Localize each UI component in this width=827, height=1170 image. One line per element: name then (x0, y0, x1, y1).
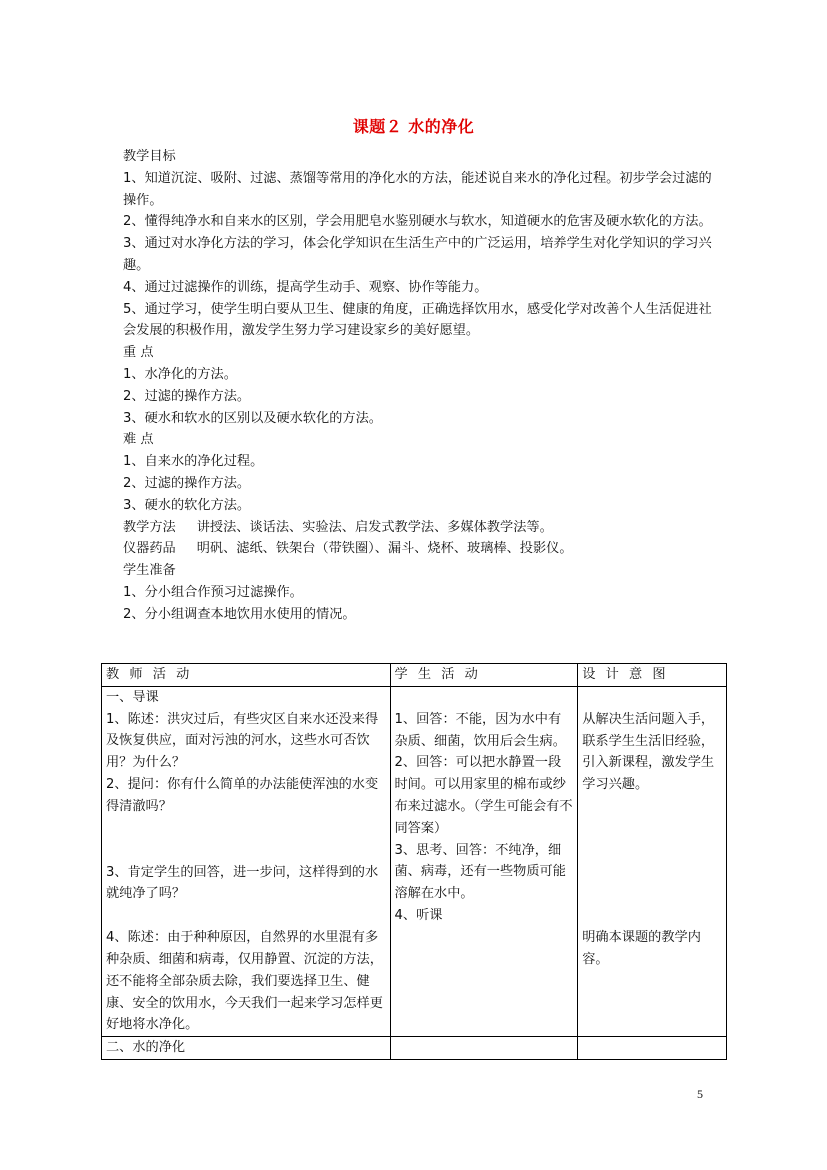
teacher-activity-cell (102, 686, 391, 1036)
objectives-heading: 教学目标 (123, 149, 176, 164)
prep-heading: 学生准备 (123, 563, 176, 579)
difficulties-heading: 难 点 (123, 432, 154, 448)
teacher-step: 1、陈述：洪灾过后，有些灾区自来水还没来得及恢复供应，面对污浊的河水，这些水可否饮用？为什么？ (106, 711, 379, 771)
student-step: 2、回答：可以把水静置一段时间。可以用家里的棉布或纱布来过滤水。（学生可能会有不同答案） (394, 755, 573, 836)
design-intent-cell (578, 686, 727, 1036)
design-intent: 从解决生活问题入手，联系学生生活旧经验，引入新课程，激发学生学习兴趣。 (582, 711, 715, 793)
objective-item: 1、知道沉淀、吸附、过滤、蒸馏等常用的净化水的方法，能述说自来水的净化过程。初步学会过滤的操作。 (123, 170, 712, 208)
objective-item: 5、通过学习，使学生明白要从卫生、健康的角度，正确选择饮用水，感受化学对改善个人生活促进社会发展的积极作用，激发学生努力学习建设家乡的美好愿望。 (123, 301, 712, 339)
table-row (102, 1037, 727, 1060)
section-title: 一、导课 (106, 689, 159, 705)
equipment (123, 538, 713, 560)
lesson-activity-table (101, 663, 727, 1060)
teaching-method-text: 讲授法、谈话法、实验法、启发式教学法、多媒体教学法等。 (196, 519, 553, 535)
difficulty-item: 2、过滤的操作方法。 (123, 475, 251, 491)
lesson-overview (123, 146, 713, 626)
student-step: 3、思考、回答：不纯净，细菌、病毒，还有一些物质可能溶解在水中。 (394, 842, 566, 902)
student-step: 1、回答：不能，因为水中有杂质、细菌，饮用后会生病。 (394, 711, 566, 749)
difficulty-item: 3、硬水的软化方法。 (123, 497, 251, 513)
key-point-item: 1、水净化的方法。 (123, 366, 237, 382)
key-point-item: 2、过滤的操作方法。 (123, 388, 251, 404)
header-teacher-activity: 教 师 活 动 (102, 664, 391, 687)
design-intent: 明确本课题的教学内容。 (582, 929, 701, 967)
teacher-step: 4、陈述：由于种种原因，自然界的水里混有多种杂质、细菌和病毒，仅用静置、沉淀的方法，还不能将全部杂质去除，我们要选择卫生、健康、安全的饮用水，今天我们一起来学习怎样更好地将水净化。 (106, 930, 383, 1033)
table-row (102, 686, 727, 1036)
table-header-row (102, 664, 727, 687)
teaching-method (123, 517, 713, 539)
key-point-item: 3、硬水和软水的区别以及硬水软化的方法。 (123, 410, 382, 426)
teaching-method-label: 教学方法 (123, 519, 176, 535)
objective-item: 2、懂得纯净水和自来水的区别，学会用肥皂水鉴别硬水与软水，知道硬水的危害及硬水软化的方法。 (123, 214, 712, 230)
teacher-step: 3、肯定学生的回答，进一步问，这样得到的水就纯净了吗？ (106, 864, 379, 902)
page-title: 课题２ 水的净化 (352, 117, 475, 136)
student-step: 4、听课 (394, 907, 443, 923)
header-student-activity: 学 生 活 动 (390, 664, 578, 687)
objective-item: 3、通过对水净化方法的学习，体会化学知识在生活生产中的广泛运用，培养学生对化学知识的学习兴趣。 (123, 236, 712, 273)
student-activity-cell (390, 686, 578, 1036)
page-number: 5 (697, 1087, 703, 1101)
teacher-step: 2、提问：你有什么简单的办法能使浑浊的水变得清澈吗？ (106, 776, 379, 814)
equipment-label: 仪器药品 (123, 541, 176, 557)
difficulty-item: 1、自来水的净化过程。 (123, 454, 264, 470)
prep-item: 1、分小组合作预习过滤操作。 (123, 584, 303, 600)
header-design-intent: 设 计 意 图 (578, 664, 727, 687)
section-title: 二、水的净化 (102, 1037, 391, 1060)
prep-item: 2、分小组调查本地饮用水使用的情况。 (123, 606, 356, 622)
key-points-heading: 重 点 (123, 345, 154, 361)
objective-item: 4、通过过滤操作的训练，提高学生动手、观察、协作等能力。 (123, 279, 488, 295)
equipment-text: 明矾、滤纸、铁架台（带铁圈）、漏斗、烧杯、玻璃棒、投影仪。 (196, 541, 573, 557)
